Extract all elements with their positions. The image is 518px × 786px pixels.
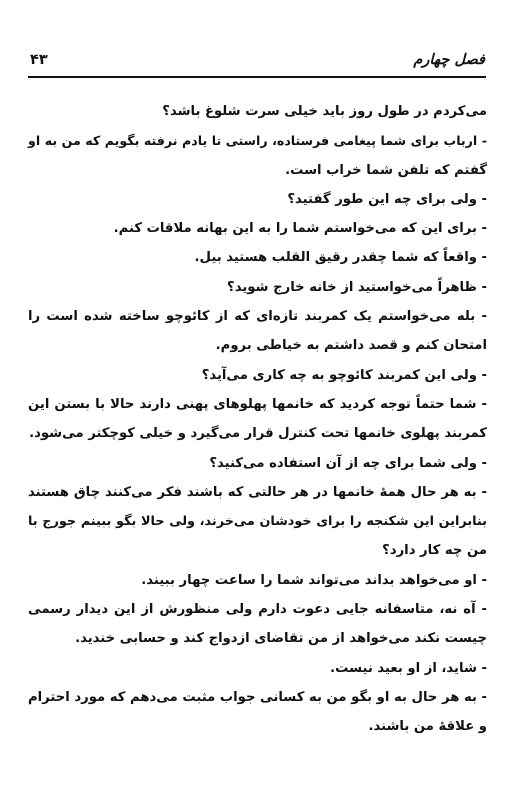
text-line: - ارباب برای شما پیغامی فرستاده، راستی تا یادم نرفته بگویم که من به او [28, 133, 487, 149]
header-rule [28, 76, 486, 78]
text-line: من چه کار دارد؟ [382, 543, 487, 559]
text-line: - بله می‌خواستم یک کمربند تازه‌ای که از کائوچو ساخته شده است را [28, 309, 487, 325]
text-line: چیست نکند می‌خواهد از من تقاضای ازدواج کند و حسابی خندید. [75, 631, 487, 647]
text-line: - به هر حال به او بگو من به کسانی جواب مثبت می‌دهم که مورد احترام [28, 689, 487, 705]
chapter-title: فصل چهارم [413, 52, 485, 68]
text-line: - ولی برای چه این طور گفتید؟ [287, 191, 487, 207]
text-line: - به هر حال همهٔ خانمها در هر حالتی که باشند فکر می‌کنند چاق هستند [28, 484, 487, 500]
text-line: - شاید، از او بعید نیست. [330, 660, 487, 676]
text-line: - واقعاً که شما چقدر رقیق القلب هستید بیل. [194, 250, 487, 266]
text-line: گفتم که تلفن شما خراب است. [285, 162, 487, 178]
text-line: - ظاهراً می‌خواستید از خانه خارج شوید؟ [227, 279, 487, 295]
text-line: کمربند پهلوی خانمها تحت کنترل قرار می‌گیرد و خیلی کوچکتر می‌شود. [29, 426, 487, 442]
text-line: - آه نه، متاسفانه جایی دعوت دارم ولی منظورش از این دیدار رسمی [28, 602, 487, 618]
text-line: - ولی شما برای چه از آن استفاده می‌کنید؟ [209, 455, 487, 471]
running-header [28, 52, 485, 74]
text-line: - او می‌خواهد بداند می‌تواند شما را ساعت چهار ببیند. [141, 572, 487, 588]
text-line: بنابراین این شکنجه را برای خودشان می‌خرند، ولی حالا بگو ببینم جورج با [28, 514, 487, 530]
text-line: امتحان کنم و قصد داشتم به خیاطی بروم. [215, 338, 487, 354]
page-number: ۴۳ [30, 52, 48, 68]
text-line: و علاقهٔ من باشند. [368, 719, 487, 735]
text-line: می‌کردم در طول روز باید خیلی سرت شلوغ باشد؟ [162, 104, 487, 119]
body-text [28, 97, 487, 742]
text-line: - ولی این کمربند کائوچو به چه کاری می‌آید؟ [201, 367, 487, 383]
text-line: - برای این که می‌خواستم شما را به این بهانه ملاقات کنم. [113, 221, 487, 237]
text-line: - شما حتماً توجه کردید که خانمها پهلوهای پهنی دارند حالا با بستن این [28, 396, 487, 412]
